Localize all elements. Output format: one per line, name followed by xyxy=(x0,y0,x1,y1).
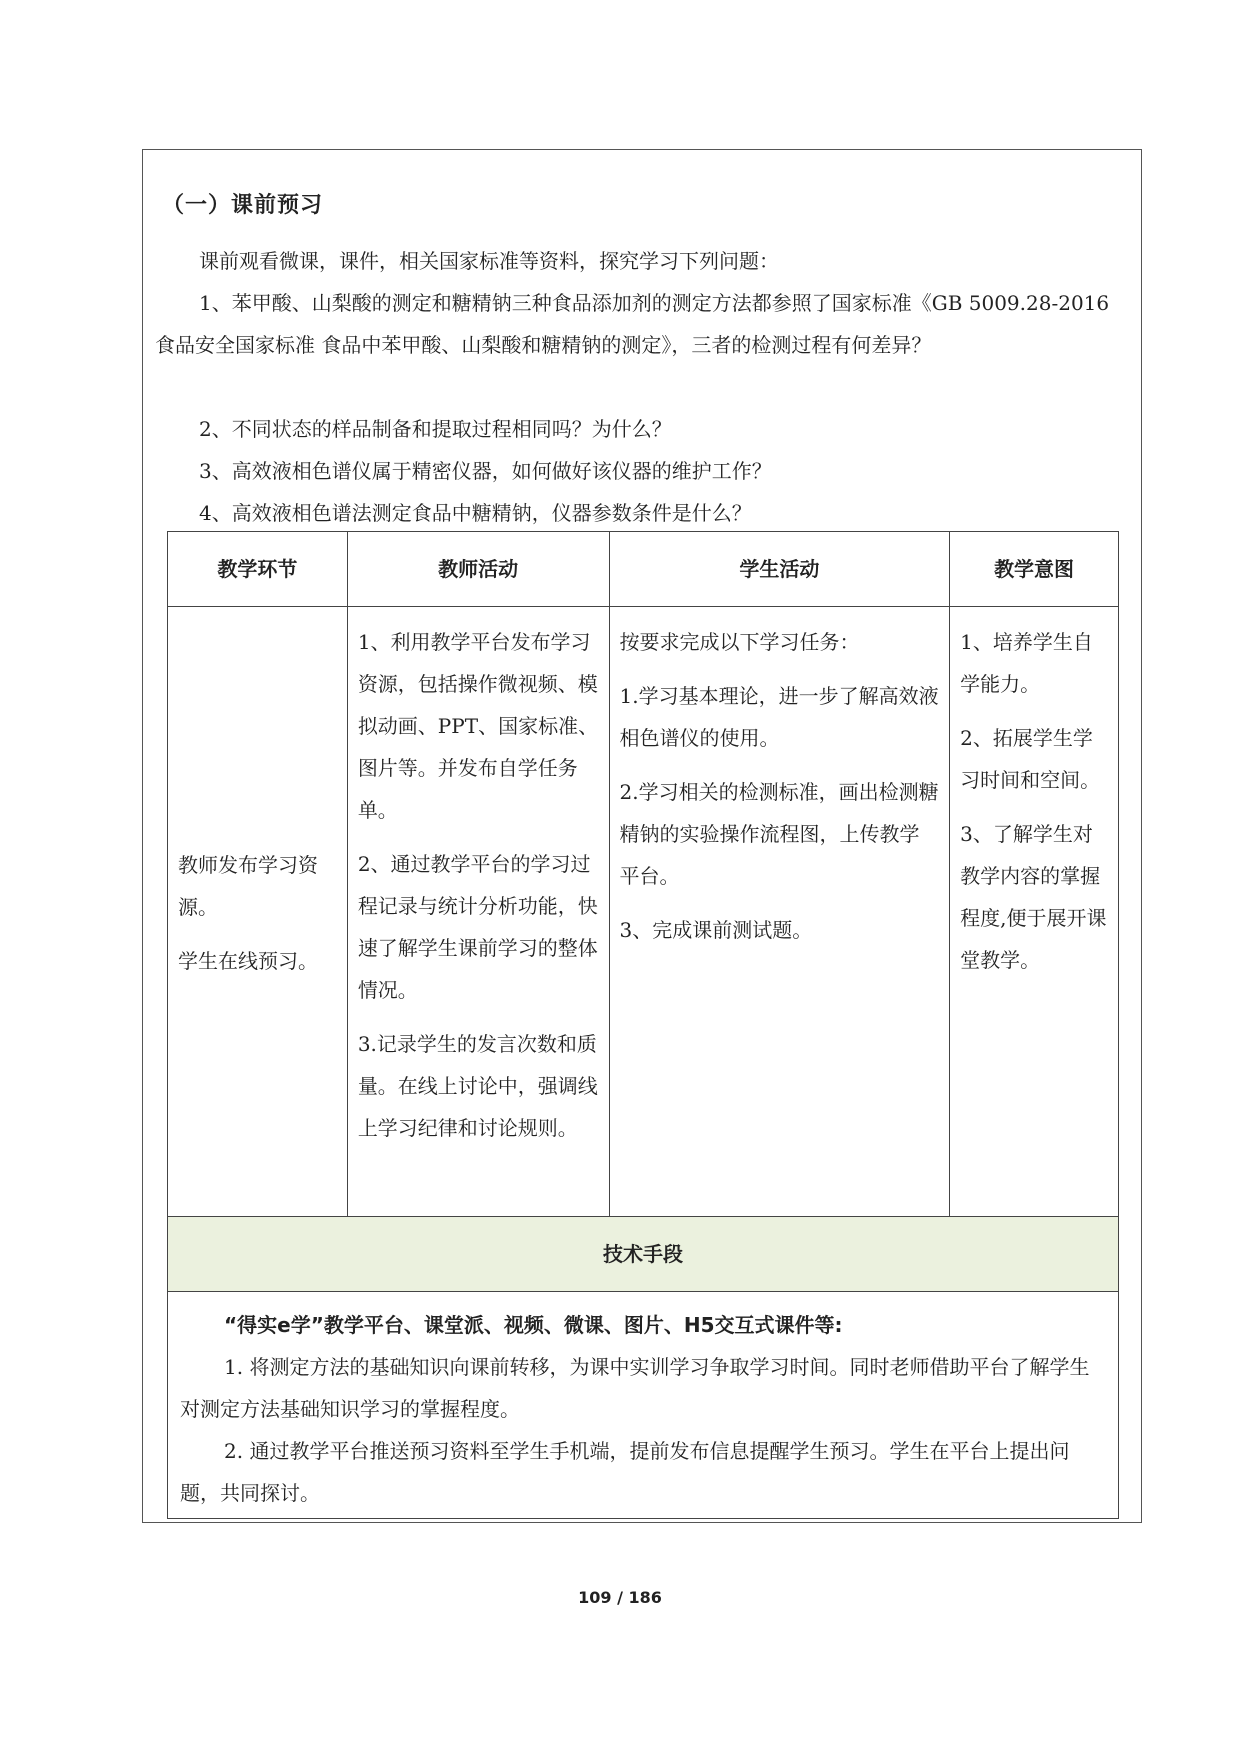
header-teacher: 教师活动 xyxy=(347,532,609,607)
question-1: 1、苯甲酸、山梨酸的测定和糖精钠三种食品添加剂的测定方法都参照了国家标准《GB 5009.28-2016食品安全国家标准 食品中苯甲酸、山梨酸和糖精钠的测定》，三者的检测过程有何差异？ xyxy=(155,291,1110,357)
teacher-text-3: 3.记录学生的发言次数和质量。在线上讨论中，强调线上学习纪律和讨论规则。 xyxy=(357,1032,598,1140)
intent-text-3: 3、了解学生对教学内容的掌握程度,便于展开课堂教学。 xyxy=(960,822,1107,972)
student-text-2: 2.学习相关的检测标准，画出检测糖精钠的实验操作流程图，上传教学平台。 xyxy=(619,780,939,888)
intent-cell xyxy=(950,607,1119,1217)
question-4: 4、高效液相色谱法测定食品中糖精钠，仪器参数条件是什么？ xyxy=(199,501,752,525)
page-number: 109 / 186 xyxy=(578,1588,662,1607)
header-stage: 教学环节 xyxy=(168,532,348,607)
header-student: 学生活动 xyxy=(609,532,950,607)
tech-point-1: 1. 将测定方法的基础知识向课前转移，为课中实训学习争取学习时间。同时老师借助平台了解学生对测定方法基础知识学习的掌握程度。 xyxy=(180,1355,1090,1421)
lesson-table xyxy=(167,531,1119,1519)
student-text-1: 1.学习基本理论，进一步了解高效液相色谱仪的使用。 xyxy=(619,684,939,750)
table-row xyxy=(168,607,1119,1217)
tech-lead: “得实e学”教学平台、课堂派、视频、微课、图片、H5交互式课件等: xyxy=(224,1313,843,1337)
tech-header-row xyxy=(168,1217,1119,1292)
tech-body-row xyxy=(168,1292,1119,1519)
question-2: 2、不同状态的样品制备和提取过程相同吗？为什么？ xyxy=(199,417,672,441)
teacher-cell xyxy=(347,607,609,1217)
teacher-text-1: 1、利用教学平台发布学习资源，包括操作微视频、模拟动画、PPT、国家标准、图片等。并发布自学任务单。 xyxy=(357,630,599,822)
tech-title: 技术手段 xyxy=(168,1217,1119,1292)
student-text-3: 3、完成课前测试题。 xyxy=(619,918,813,942)
stage-cell xyxy=(168,607,348,1217)
table-header-row xyxy=(168,532,1119,607)
intent-text-1: 1、培养学生自学能力。 xyxy=(960,630,1093,696)
tech-point-2: 2. 通过教学平台推送预习资料至学生手机端，提前发布信息提醒学生预习。学生在平台上提出问题，共同探讨。 xyxy=(180,1439,1070,1505)
teacher-text-2: 2、通过教学平台的学习过程记录与统计分析功能，快速了解学生课前学习的整体情况。 xyxy=(357,852,598,1002)
section-title: （一）课前预习 xyxy=(162,193,324,218)
intent-text-2: 2、拓展学生学习时间和空间。 xyxy=(960,726,1101,792)
question-3: 3、高效液相色谱仪属于精密仪器，如何做好该仪器的维护工作？ xyxy=(199,459,772,483)
stage-text-1: 教师发布学习资源。 xyxy=(178,852,318,919)
student-cell xyxy=(609,607,950,1217)
tech-body xyxy=(168,1292,1119,1519)
student-text-0: 按要求完成以下学习任务： xyxy=(619,630,860,654)
document-frame xyxy=(142,149,1142,1523)
intro-text: 课前观看微课，课件，相关国家标准等资料，探究学习下列问题： xyxy=(199,249,779,273)
header-intent: 教学意图 xyxy=(950,532,1119,607)
stage-text-2: 学生在线预习。 xyxy=(178,948,318,973)
